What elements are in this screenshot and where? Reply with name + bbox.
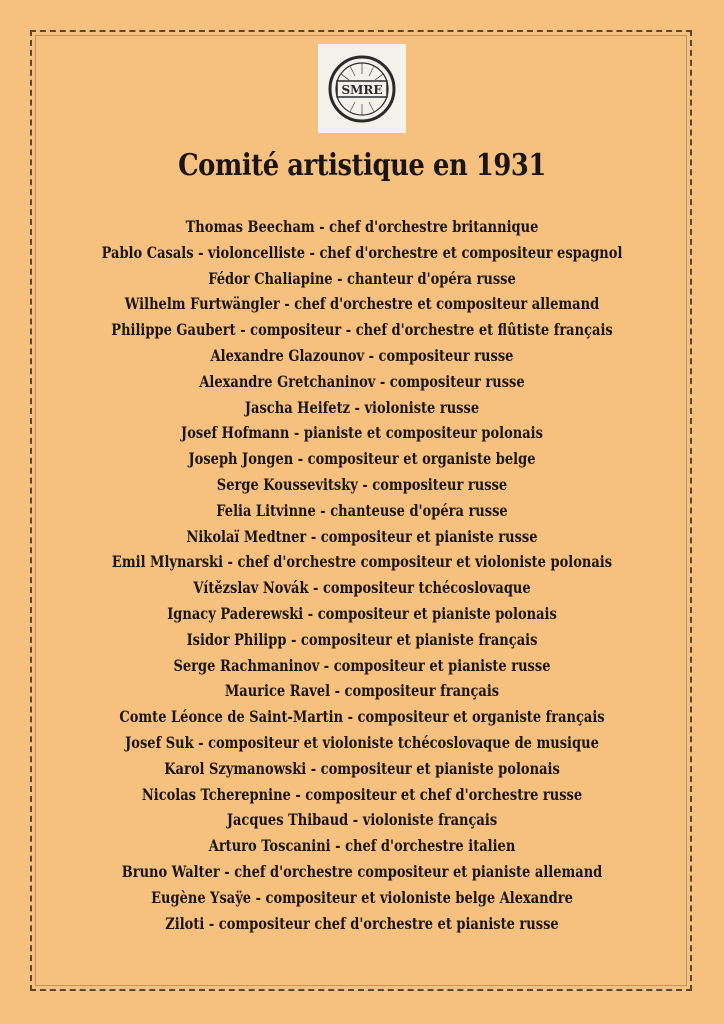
member-item: Isidor Philipp - compositeur et pianiste français — [186, 629, 538, 649]
member-item: Emil Mlynarski - chef d'orchestre compositeur et violoniste polonais — [111, 552, 613, 572]
member-item: Wilhelm Furtwängler - chef d'orchestre et compositeur allemand — [124, 294, 600, 314]
member-item: Thomas Beecham - chef d'orchestre britannique — [185, 217, 539, 236]
member-item: Josef Hofmann - pianiste et compositeur polonais — [181, 423, 543, 443]
member-item: Nicolas Tcherepnine - compositeur et chef d'orchestre russe — [141, 784, 583, 804]
member-item: Maurice Ravel - compositeur français — [224, 681, 500, 701]
member-item: Ignacy Paderewski - compositeur et pianiste polonais — [167, 603, 557, 623]
member-item: Eugène Ysaÿe - compositeur et violoniste belge Alexandre — [151, 887, 573, 907]
member-item: Arturo Toscanini - chef d'orchestre italien — [208, 836, 516, 856]
member-list — [0, 214, 724, 936]
member-item: Jascha Heifetz - violoniste russe — [244, 397, 480, 417]
member-item: Serge Koussevitsky - compositeur russe — [216, 474, 508, 494]
member-item: Alexandre Gretchaninov - compositeur russe — [199, 371, 525, 391]
member-item: Vítězslav Novák - compositeur tchécoslovaque — [193, 578, 531, 598]
member-item: Jacques Thibaud - violoniste français — [226, 810, 498, 830]
smre-logo — [318, 44, 406, 133]
member-item: Joseph Jongen - compositeur et organiste belge — [188, 449, 536, 469]
member-item: Philippe Gaubert - compositeur - chef d'orchestre et flûtiste français — [111, 320, 613, 340]
member-item: Comte Léonce de Saint-Martin - compositeur et organiste français — [119, 707, 605, 727]
member-item: Josef Suk - compositeur et violoniste tchécoslovaque de musique — [125, 732, 599, 752]
member-item: Ziloti - compositeur chef d'orchestre et pianiste russe — [165, 913, 559, 933]
member-item: Fédor Chaliapine - chanteur d'opéra russe — [208, 268, 516, 288]
member-item: Bruno Walter - chef d'orchestre compositeur et pianiste allemand — [121, 861, 603, 881]
member-item: Serge Rachmaninov - compositeur et pianiste russe — [173, 655, 551, 675]
page-title: Comité artistique en 1931 — [178, 148, 546, 183]
member-item: Alexandre Glazounov - compositeur russe — [210, 345, 514, 365]
member-item: Pablo Casals - violoncelliste - chef d'orchestre et compositeur espagnol — [101, 242, 623, 262]
member-item: Nikolaï Medtner - compositeur et pianiste russe — [186, 526, 538, 546]
logo-text: SMRE — [341, 82, 383, 97]
member-item: Karol Szymanowski - compositeur et pianiste polonais — [164, 758, 560, 778]
seal-icon — [325, 52, 399, 126]
member-item: Felia Litvinne - chanteuse d'opéra russe — [216, 500, 508, 520]
